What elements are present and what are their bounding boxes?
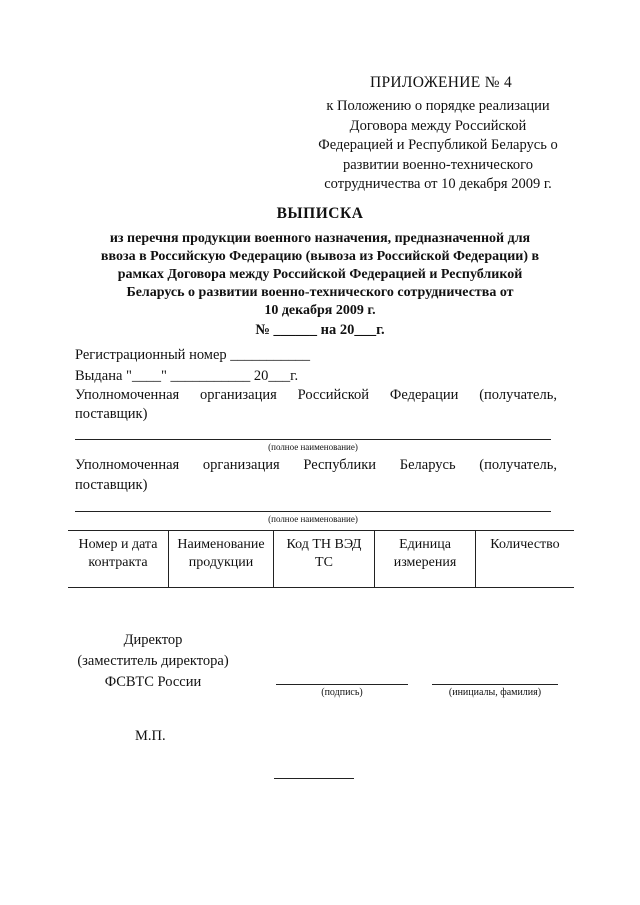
signer-line: Директор xyxy=(123,632,183,648)
org-russia-fill-line xyxy=(75,439,551,440)
org-word: организация xyxy=(202,457,280,473)
appendix-line: развитии военно-технического xyxy=(343,156,533,173)
org-russia-continuation: поставщик) xyxy=(75,406,148,422)
appendix-title: ПРИЛОЖЕНИЕ № 4 xyxy=(370,74,513,91)
signature-line xyxy=(276,684,408,685)
appendix-line: к Положению о порядке реализации xyxy=(326,98,550,114)
signer-line: ФСВТС России xyxy=(104,674,202,690)
org-word: (получатель, xyxy=(479,457,557,473)
org-word: Федерации xyxy=(389,387,459,403)
subtitle-line: ввоза в Российскую Федерацию (вывоза из Российской Федерации) в xyxy=(100,249,540,264)
org-word: Уполномоченная xyxy=(75,387,180,403)
column-header-contract: Номер и дата контракта xyxy=(68,530,169,588)
org-word: организация xyxy=(200,387,277,403)
org-russia-label xyxy=(75,387,557,404)
subtitle-line: рамках Договора между Российской Федерацией и Республикой xyxy=(117,267,523,282)
column-header-code: Код ТН ВЭД ТС xyxy=(274,530,375,588)
column-header-quantity: Количество xyxy=(476,530,575,588)
signature-caption: (подпись) xyxy=(321,687,363,698)
subtitle-line: из перечня продукции военного назначения, предназначенной для xyxy=(109,231,531,246)
full-name-caption: (полное наименование) xyxy=(268,442,358,452)
initials-caption: (инициалы, фамилия) xyxy=(448,687,542,698)
org-belarus-label xyxy=(75,457,557,474)
org-word: Республики xyxy=(303,457,377,473)
appendix-line: Договора между Российской xyxy=(349,117,527,134)
org-word: Беларусь xyxy=(399,457,456,473)
org-belarus-continuation: поставщик) xyxy=(75,477,148,493)
table-bottom-border xyxy=(68,587,574,588)
org-word: Уполномоченная xyxy=(75,457,180,473)
document-title: ВЫПИСКА xyxy=(276,205,364,222)
org-word: (получатель, xyxy=(479,387,557,403)
issued-date-field: Выдана "____" ___________ 20___г. xyxy=(75,368,299,384)
table-header-row xyxy=(68,530,574,588)
org-belarus-fill-line xyxy=(75,511,551,512)
product-table xyxy=(68,530,574,588)
footer-divider xyxy=(274,778,354,779)
document-subtitle xyxy=(80,230,560,320)
signer-line: (заместитель директора) xyxy=(77,653,229,669)
appendix-reference xyxy=(300,97,576,195)
signer-title xyxy=(68,630,238,693)
full-name-caption: (полное наименование) xyxy=(268,514,358,524)
column-header-product: Наименование продукции xyxy=(169,530,274,588)
appendix-line: сотрудничества от 10 декабря 2009 г. xyxy=(324,176,552,192)
registration-number-field: Регистрационный номер ___________ xyxy=(75,347,311,363)
column-header-unit: Единица измерения xyxy=(375,530,476,588)
appendix-line: Федерацией и Республикой Беларусь о xyxy=(318,137,558,153)
org-word: Российской xyxy=(297,387,370,403)
subtitle-line: Беларусь о развитии военно-технического сотрудничества от xyxy=(126,285,514,300)
initials-line xyxy=(432,684,558,685)
document-number-line: № ______ на 20___г. xyxy=(255,322,385,338)
subtitle-line: 10 декабря 2009 г. xyxy=(264,303,376,318)
stamp-place-label: М.П. xyxy=(135,728,166,744)
